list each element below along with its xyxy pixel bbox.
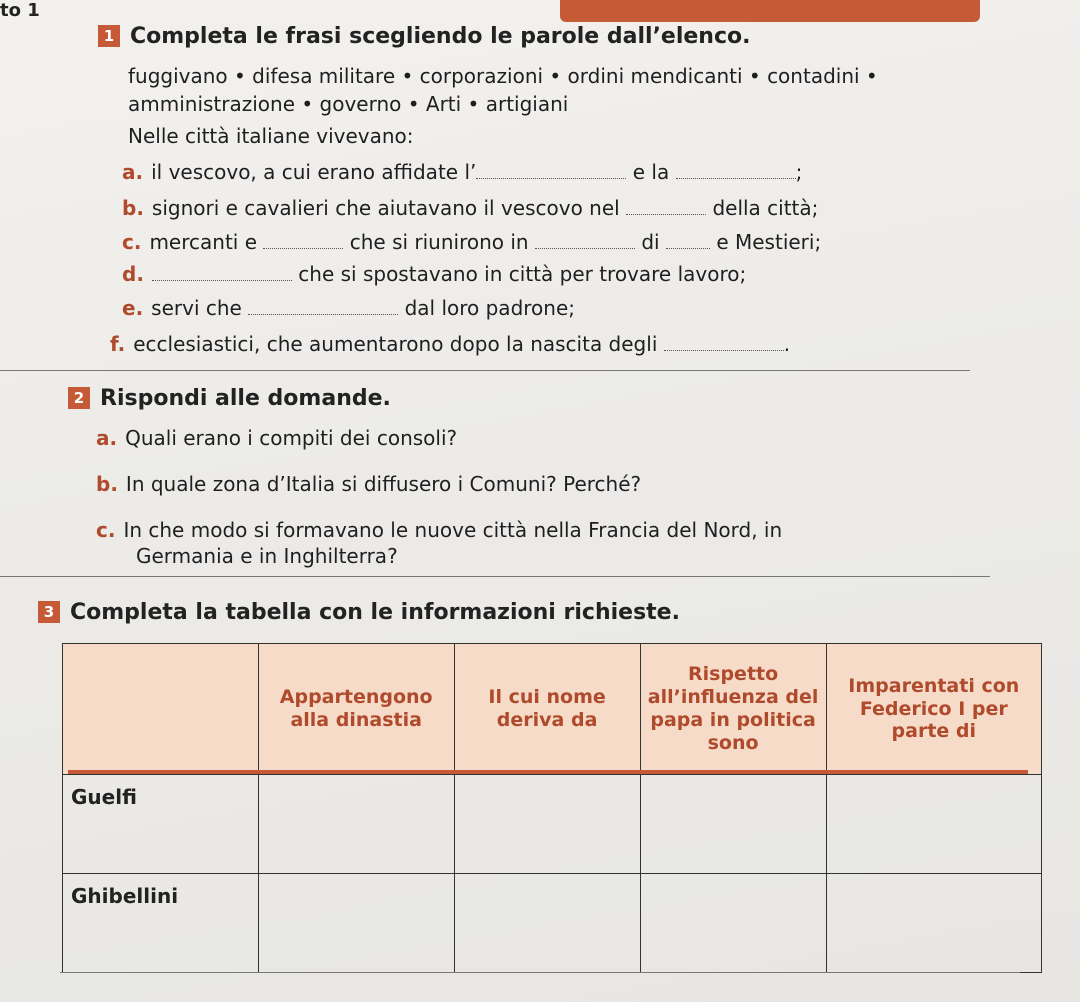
answer-blank[interactable] [676, 164, 796, 179]
exercise-2-title: Rispondi alle domande. [100, 386, 391, 411]
item-a [122, 160, 802, 184]
exercise-1-number: 1 [98, 25, 120, 47]
word-list-line-2: amministrazione • governo • Arti • artigiani [128, 92, 569, 116]
question-letter: c. [96, 518, 116, 542]
item-text: della città; [712, 196, 819, 220]
table-cell[interactable] [258, 775, 454, 874]
item-letter: e. [122, 296, 144, 320]
table-header-row [63, 644, 1042, 775]
question-c [96, 518, 782, 542]
item-letter: a. [122, 160, 144, 184]
divider [0, 576, 990, 577]
question-a [96, 426, 457, 450]
top-banner [560, 0, 980, 22]
item-text: ecclesiastici, che aumentarono dopo la nascita degli [133, 332, 658, 356]
item-text: e la [632, 160, 670, 184]
item-letter: b. [122, 196, 144, 220]
table-cell[interactable] [454, 775, 640, 874]
item-c [122, 230, 821, 254]
exercise-1-heading [98, 24, 750, 49]
exercise-1-title: Completa le frasi scegliendo le parole dall’elenco. [130, 24, 751, 49]
answer-blank[interactable] [666, 234, 710, 249]
divider [60, 972, 1020, 973]
answer-blank[interactable] [535, 234, 635, 249]
question-text: In quale zona d’Italia si diffusero i Comuni? Perché? [125, 472, 642, 496]
table-header-cell: Il cui nome deriva da [454, 644, 640, 775]
item-text: e Mestieri; [716, 230, 822, 254]
item-text: ; [795, 160, 803, 184]
word-list-line-1: fuggivano • difesa militare • corporazioni • ordini mendicanti • contadini • [128, 64, 878, 88]
item-text: signori e cavalieri che aiutavano il vescovo nel [151, 196, 620, 220]
item-letter: c. [122, 230, 142, 254]
table-cell[interactable] [258, 874, 454, 973]
item-text: . [783, 332, 791, 356]
table-cell[interactable] [640, 874, 826, 973]
answer-blank[interactable] [263, 234, 343, 249]
table-header-underline [68, 770, 1028, 774]
exercise-2-heading [68, 386, 391, 411]
question-text: In che modo si formavano le nuove città nella Francia del Nord, in [123, 518, 783, 542]
table-cell[interactable] [826, 874, 1041, 973]
table-row [63, 874, 1042, 973]
question-text: Quali erano i compiti dei consoli? [125, 426, 458, 450]
item-f [110, 332, 790, 356]
question-letter: b. [96, 472, 118, 496]
item-text: che si riunirono in [349, 230, 529, 254]
table-cell[interactable] [640, 775, 826, 874]
table-cell[interactable] [454, 874, 640, 973]
answer-blank[interactable] [664, 336, 784, 351]
item-e [122, 296, 575, 320]
question-c-continued: Germania e in Inghilterra? [136, 544, 398, 568]
item-text: il vescovo, a cui erano affidate l’ [151, 160, 477, 184]
exercise-3-number: 3 [38, 601, 60, 623]
question-b [96, 472, 641, 496]
item-text: servi che [151, 296, 242, 320]
exercise-3-heading [38, 600, 680, 625]
divider [0, 370, 970, 371]
answer-blank[interactable] [476, 164, 626, 179]
answer-blank[interactable] [152, 266, 292, 281]
item-letter: d. [122, 262, 144, 286]
item-text: dal loro padrone; [404, 296, 575, 320]
question-letter: a. [96, 426, 118, 450]
table-cell[interactable] [826, 775, 1041, 874]
table-header-cell: Appartengono alla dinastia [258, 644, 454, 775]
info-table [62, 643, 1042, 973]
answer-blank[interactable] [626, 200, 706, 215]
item-letter: f. [110, 332, 126, 356]
page-tag: to 1 [0, 0, 40, 21]
table-row [63, 775, 1042, 874]
row-label: Guelfi [63, 775, 259, 874]
exercise-2-number: 2 [68, 387, 90, 409]
table-header-cell [63, 644, 259, 775]
exercise-3-title: Completa la tabella con le informazioni richieste. [70, 600, 680, 625]
item-text: che si spostavano in città per trovare lavoro; [298, 262, 747, 286]
table-header-cell: Imparentati con Federico I per parte di [826, 644, 1041, 775]
exercise-1-intro: Nelle città italiane vivevano: [128, 124, 414, 148]
item-b [122, 196, 818, 220]
row-label: Ghibellini [63, 874, 259, 973]
item-text: mercanti e [149, 230, 258, 254]
item-d [122, 262, 746, 286]
table-header-cell: Rispetto all’influenza del papa in politica sono [640, 644, 826, 775]
item-text: di [641, 230, 660, 254]
answer-blank[interactable] [248, 300, 398, 315]
